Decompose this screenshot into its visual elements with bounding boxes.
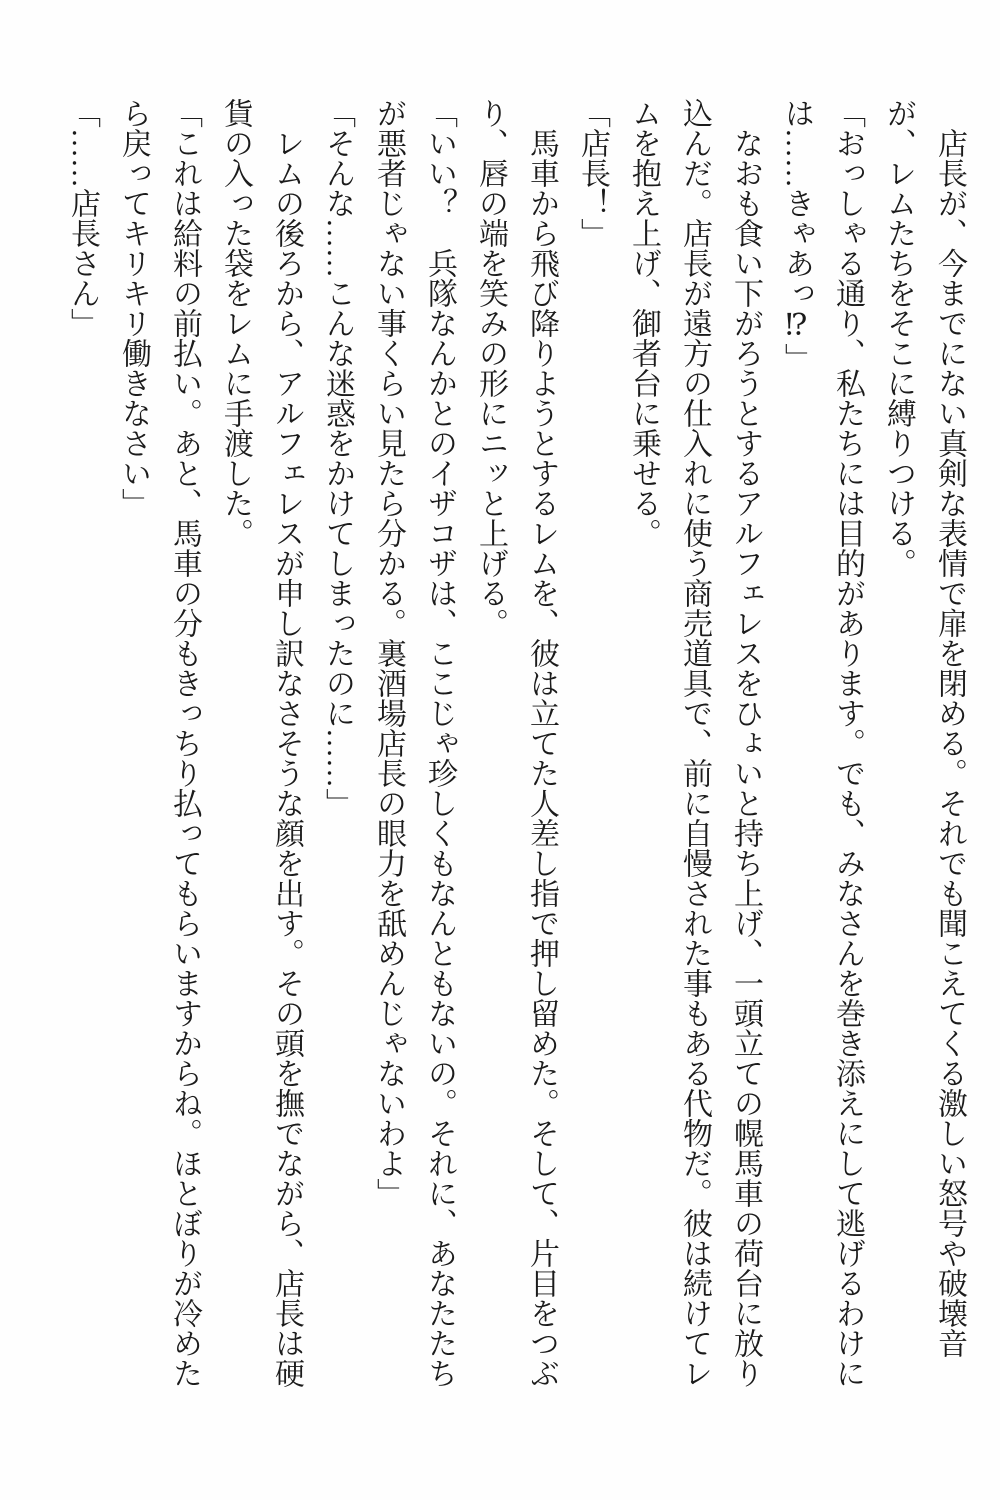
text-line: 「おっしゃる通り、私たちには目的があります。でも、みなさんを巻き添えにして逃げるわけに	[831, 98, 864, 1388]
dialogue-paragraph	[312, 98, 363, 1398]
text-line: 店長が、今までにない真剣な表情で扉を閉める。それでも聞こえてくる激しい怒号や破壊音	[933, 98, 966, 1358]
text-body	[57, 98, 975, 1398]
text-line: ら戻ってキリキリ働きなさい」	[117, 98, 150, 518]
dialogue-paragraph	[363, 98, 465, 1398]
text-line: は……きゃあっ⁉」	[780, 98, 813, 373]
narration-paragraph	[618, 98, 771, 1398]
text-line: ムを抱え上げ、御者台に乗せる。	[627, 98, 660, 548]
text-line: 貨の入った袋をレムに手渡した。	[219, 98, 252, 548]
text-line: レムの後ろから、アルフェレスが申し訳なさそうな顔を出す。その頭を撫でながら、店長は硬	[270, 98, 303, 1388]
text-line: 込んだ。店長が遠方の仕入れに使う商売道具で、前に自慢された事もある代物だ。彼は続けてレ	[678, 98, 711, 1388]
text-line: なおも食い下がろうとするアルフェレスをひょいと持ち上げ、一頭立ての幌馬車の荷台に放り	[729, 98, 762, 1388]
text-line: 「いい？ 兵隊なんかとのイザコザは、ここじゃ珍しくもなんともないの。それに、あなたたち	[423, 98, 456, 1388]
text-line: 「……店長さん」	[66, 98, 99, 338]
text-line: が、レムたちをそこに縛りつける。	[882, 98, 915, 578]
text-line: 「そんな……こんな迷惑をかけてしまったのに……」	[321, 98, 354, 818]
dialogue-paragraph	[567, 98, 618, 1398]
text-line: 「これは給料の前払い。あと、馬車の分もきっちり払ってもらいますからね。ほとぼりが冷めた	[168, 98, 201, 1388]
dialogue-paragraph	[108, 98, 210, 1398]
text-line: り、唇の端を笑みの形にニッと上げる。	[474, 98, 507, 638]
dialogue-paragraph	[771, 98, 873, 1398]
text-line: が悪者じゃない事くらい見たら分かる。裏酒場店長の眼力を舐めんじゃないわよ」	[372, 98, 405, 1208]
narration-paragraph	[873, 98, 975, 1398]
dialogue-paragraph	[57, 98, 108, 1398]
text-line: 馬車から飛び降りようとするレムを、彼は立てた人差し指で押し留めた。そして、片目をつぶ	[525, 98, 558, 1388]
narration-paragraph	[465, 98, 567, 1398]
narration-paragraph	[210, 98, 312, 1398]
text-line: 「店長！」	[576, 98, 609, 248]
